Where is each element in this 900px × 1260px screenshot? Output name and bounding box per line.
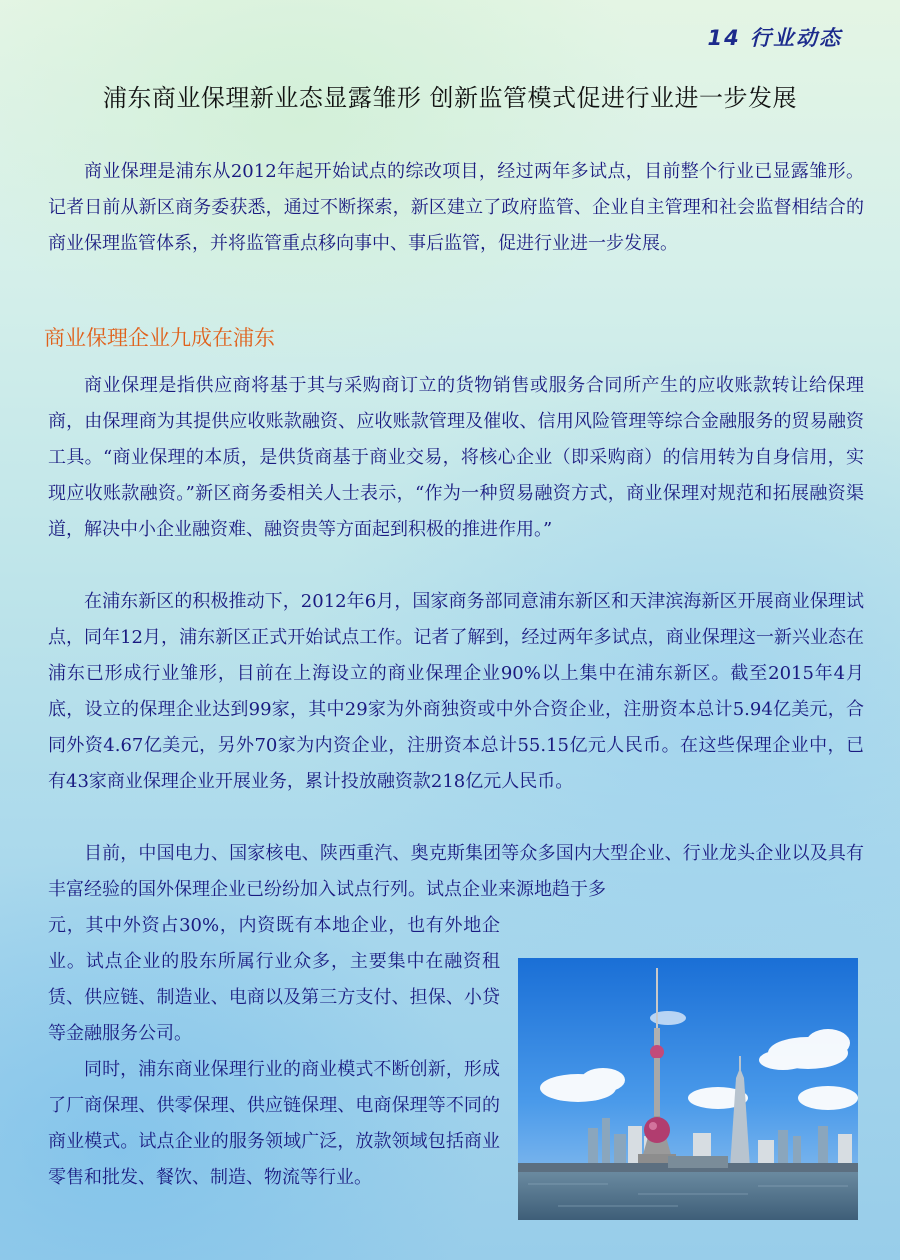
body-paragraph-4: 同时，浦东商业保理行业的商业模式不断创新，形成了厂商保理、供零保理、供应链保理、电商保理等不同的商业模式。试点企业的服务领域广泛，放款领域包括商业零售和批发、餐饮、制造、物流等行业。 [48,1059,500,1188]
article-title: 浦东商业保理新业态显露雏形 创新监管模式促进行业进一步发展 [102,84,798,112]
body-paragraph-2: 在浦东新区的积极推动下，2012年6月，国家商务部同意浦东新区和天津滨海新区开展商业保理试点，同年12月，浦东新区正式开始试点工作。记者了解到，经过两年多试点，商业保理这一新兴业态在浦东已形成行业雏形，目前在上海设立的商业保理企业90%以上集中在浦东新区。截至2015年4月底，设立的保理企业达到99家，其中29家为外商独资或中外合资企业，注册资本总计5.94亿美元，合同外资4.67亿美元，另外70家为内资企业，注册资本总计55.15亿元人民币。在这些保理企业中，已有43家商业保理企业开展业务，累计投放融资款218亿元人民币。 [48,591,864,792]
body-paragraph-1: 商业保理是指供应商将基于其与采购商订立的货物销售或服务合同所产生的应收账款转让给保理商，由保理商为其提供应收账款融资、应收账款管理及催收、信用风险管理等综合金融服务的贸易融资工具。“商业保理的本质，是供货商基于商业交易，将核心企业（即采购商）的信用转为自身信用，实现应收账款融资。”新区商务委相关人士表示，“作为一种贸易融资方式，商业保理对规范和拓展融资渠道，解决中小企业融资难、融资贵等方面起到积极的推进作用。” [48,375,864,540]
subheading: 商业保理企业九成在浦东 [44,326,275,350]
pudong-skyline-photo [518,958,858,1220]
section-tag: 14 行业动态 [707,26,842,50]
intro-paragraph: 商业保理是浦东从2012年起开始试点的综改项目，经过两年多试点，目前整个行业已显露雏形。记者日前从新区商务委获悉，通过不断探索，新区建立了政府监管、企业自主管理和社会监督相结合的商业保理监管体系，并将监管重点移向事中、事后监管，促进行业进一步发展。 [48,161,864,254]
body-paragraph-3a: 目前，中国电力、国家核电、陕西重汽、奥克斯集团等众多国内大型企业、行业龙头企业以及具有丰富经验的国外保理企业已纷纷加入试点行列。试点企业来源地趋于多 [48,843,864,900]
body-paragraph-3b: 元，其中外资占30%，内资既有本地企业，也有外地企业。试点企业的股东所属行业众多，主要集中在融资租赁、供应链、制造业、电商以及第三方支付、担保、小贷等金融服务公司。 [48,915,500,1044]
